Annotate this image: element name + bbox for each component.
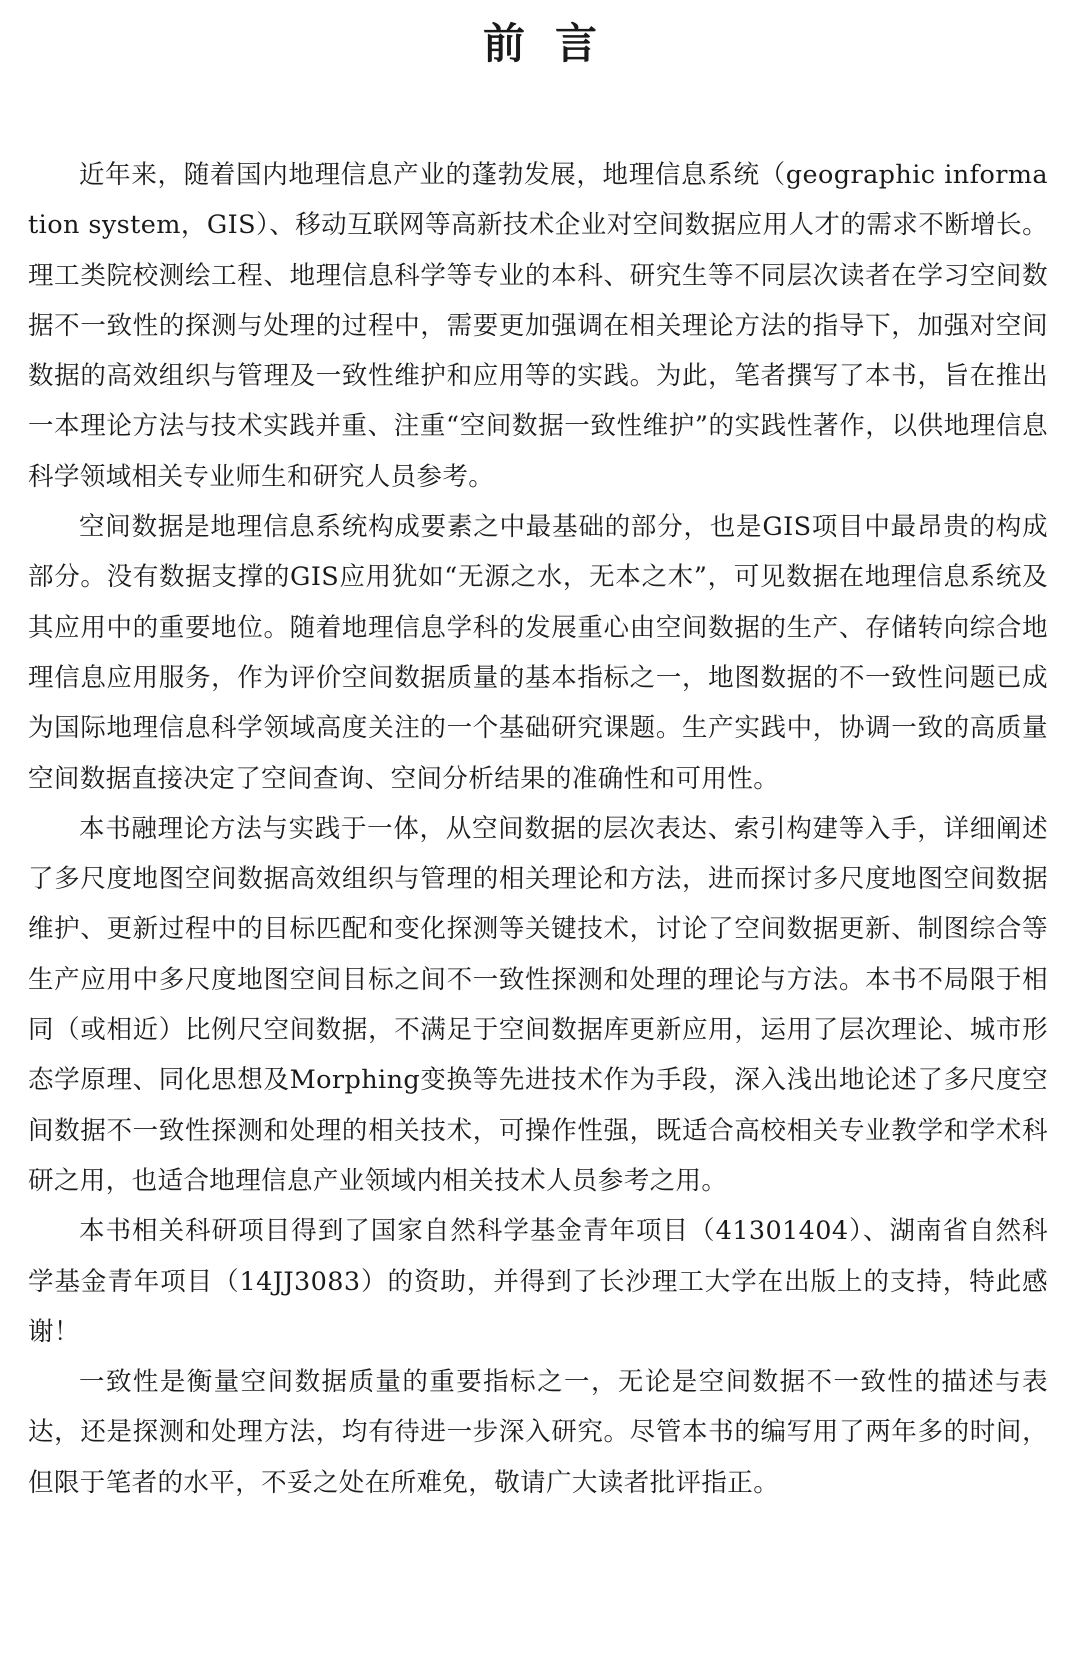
paragraph-1: 近年来，随着国内地理信息产业的蓬勃发展，地理信息系统（geographic information system，GIS）、移动互联网等高新技术企业对空间数据应用人才的需求不断增长。理工类院校测绘工程、地理信息科学等专业的本科、研究生等不同层次读者在学习空间数据不一致性的探测与处理的过程中，需要更加强调在相关理论方法的指导下，加强对空间数据的高效组织与管理及一致性维护和应用等的实践。为此，笔者撰写了本书，旨在推出一本理论方法与技术实践并重、注重“空间数据一致性维护”的实践性著作，以供地理信息科学领域相关专业师生和研究人员参考。 bbox=[28, 160, 1048, 492]
document-body bbox=[28, 150, 1048, 1508]
paragraph-2: 空间数据是地理信息系统构成要素之中最基础的部分，也是GIS项目中最昂贵的构成部分。没有数据支撑的GIS应用犹如“无源之水，无本之木”，可见数据在地理信息系统及其应用中的重要地位。随着地理信息学科的发展重心由空间数据的生产、存储转向综合地理信息应用服务，作为评价空间数据质量的基本指标之一，地图数据的不一致性问题已成为国际地理信息科学领域高度关注的一个基础研究课题。生产实践中，协调一致的高质量空间数据直接决定了空间查询、空间分析结果的准确性和可用性。 bbox=[28, 512, 1048, 794]
page-title: 前言 bbox=[482, 19, 627, 68]
paragraph-5: 一致性是衡量空间数据质量的重要指标之一，无论是空间数据不一致性的描述与表达，还是探测和处理方法，均有待进一步深入研究。尽管本书的编写用了两年多的时间，但限于笔者的水平，不妥之处在所难免，敬请广大读者批评指正。 bbox=[28, 1367, 1048, 1498]
paragraph-3: 本书融理论方法与实践于一体，从空间数据的层次表达、索引构建等入手，详细阐述了多尺度地图空间数据高效组织与管理的相关理论和方法，进而探讨多尺度地图空间数据维护、更新过程中的目标匹配和变化探测等关键技术，讨论了空间数据更新、制图综合等生产应用中多尺度地图空间目标之间不一致性探测和处理的理论与方法。本书不局限于相同（或相近）比例尺空间数据，不满足于空间数据库更新应用，运用了层次理论、城市形态学原理、同化思想及Morphing变换等先进技术作为手段，深入浅出地论述了多尺度空间数据不一致性探测和处理的相关技术，可操作性强，既适合高校相关专业教学和学术科研之用，也适合地理信息产业领域内相关技术人员参考之用。 bbox=[28, 813, 1048, 1196]
paragraph-4: 本书相关科研项目得到了国家自然科学基金青年项目（41301404）、湖南省自然科学基金青年项目（14JJ3083）的资助，并得到了长沙理工大学在出版上的支持，特此感谢！ bbox=[28, 1216, 1048, 1347]
